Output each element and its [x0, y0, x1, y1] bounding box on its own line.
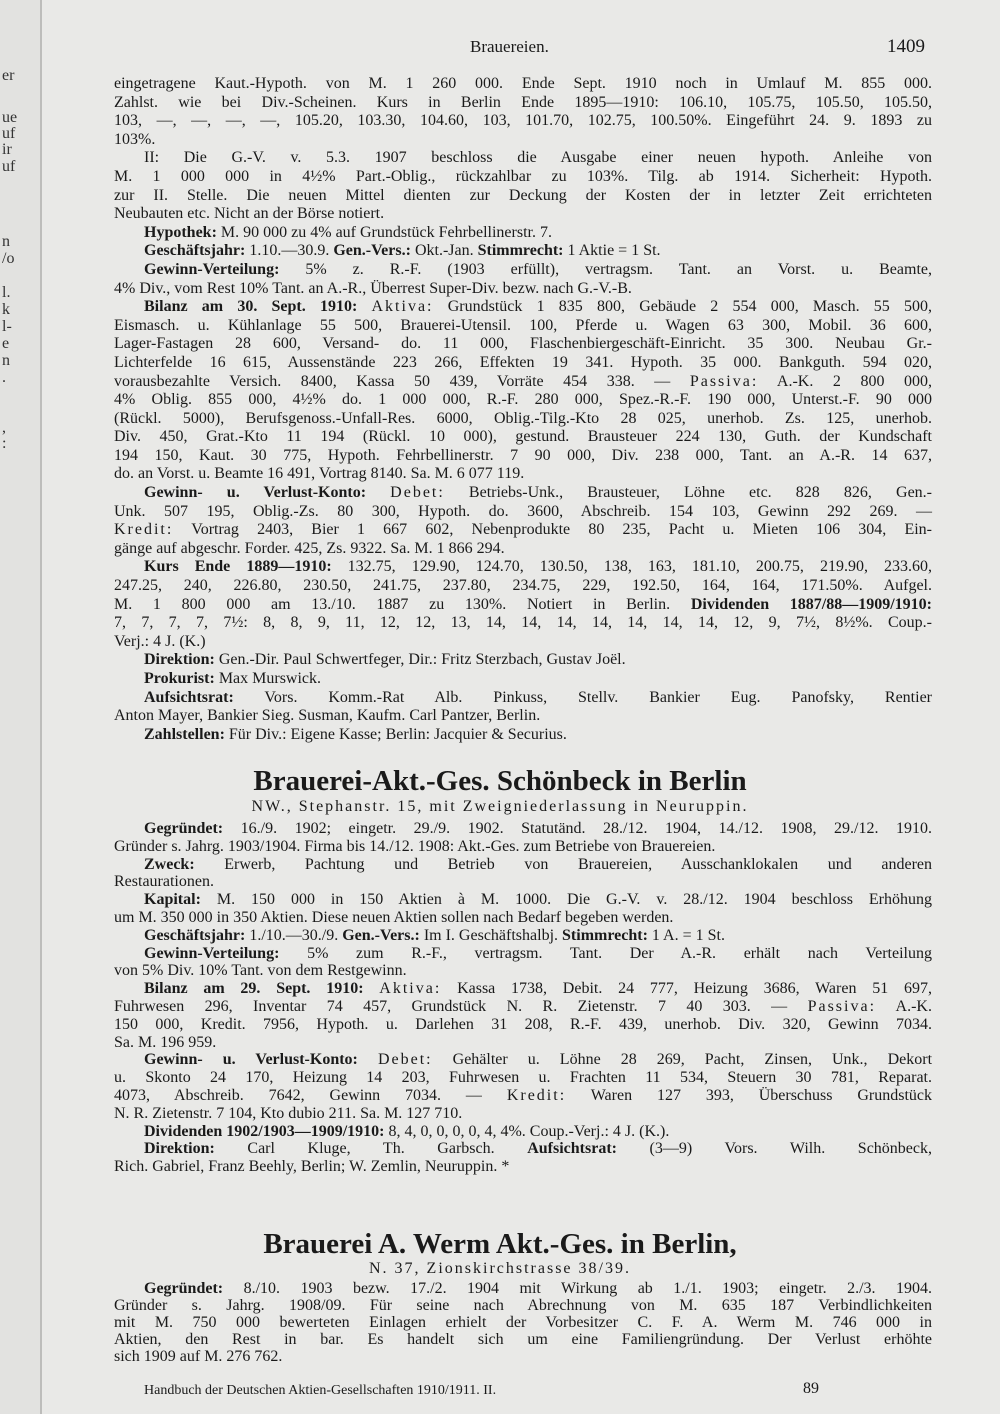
- field-label: Zahlstellen:: [144, 725, 225, 743]
- field-label: Direktion:: [144, 1140, 215, 1158]
- text-line: [114, 1314, 932, 1331]
- text-segment: M. 1 000 000 in 4½% Part.-Oblig., rückzahlbar zu 103%. Tilg. ab 1914. Sicherheit: Hypoth.: [114, 167, 932, 185]
- margin-fragment: l.: [2, 284, 11, 301]
- text-line: [114, 205, 932, 224]
- spaced-label: Debet:: [390, 484, 445, 502]
- field-label: Gewinn- u. Verlust-Konto:: [144, 484, 391, 502]
- field-label: Gewinn-Verteilung:: [144, 944, 280, 962]
- margin-fragment: .: [2, 369, 6, 386]
- spaced-label: Passiva:: [689, 372, 759, 390]
- paragraph-start-line: [114, 242, 932, 261]
- text-segment: Anton Mayer, Bankier Sieg. Susman, Kaufm. Carl Pantzer, Berlin.: [114, 707, 541, 725]
- paragraph-start-line: [114, 484, 932, 503]
- text-segment: (3—9) Vors. Wilh. Schönbeck,: [616, 1140, 932, 1158]
- running-head-title: Brauereien.: [470, 37, 549, 56]
- text-segment: A.-K.: [876, 997, 932, 1015]
- text-segment: 8, 4, 0, 0, 0, 0, 4, 4%. Coup.-Verj.: 4 J. (K.).: [384, 1122, 670, 1140]
- text-segment: Verj.: 4 J. (K.): [114, 632, 206, 650]
- paragraph-start-line: [114, 298, 932, 317]
- text-segment: 8./10. 1903 bezw. 17./2. 1904 mit Wirkung ab 1./1. 1903; eingetr. 2./3. 1904.: [223, 1280, 932, 1297]
- text-segment: Rich. Gabriel, Franz Beehly, Berlin; W. Zemlin, Neuruppin. *: [114, 1158, 510, 1176]
- field-label: Gen.-Vers.:: [333, 242, 411, 260]
- text-line: [114, 614, 932, 633]
- text-line: [114, 633, 932, 652]
- spaced-label: Debet:: [377, 1051, 433, 1069]
- text-line: [114, 1034, 932, 1052]
- text-line: [114, 998, 932, 1016]
- field-label: Aufsichtsrat:: [527, 1140, 617, 1158]
- text-segment: do. an Vorst. u. Beamte 16 491, Vortrag 8140. Sa. M. 6 077 119.: [114, 465, 525, 483]
- field-label: Dividenden 1902/1903—1909/1910:: [144, 1122, 385, 1140]
- paragraph-start-line: [114, 224, 932, 243]
- text-segment: mit M. 750 000 bewerteten Einlagen erhielt der Vorbesitzer C. F. A. Werm M. 746 000 in: [114, 1314, 932, 1331]
- text-segment: zur II. Stelle. Die neuen Mittel dienten zur Deckung der Kosten der in letzter Zeit errichteten: [114, 186, 932, 204]
- field-label: Kapital:: [144, 891, 201, 909]
- margin-fragment: k: [2, 301, 10, 318]
- text-line: [114, 187, 932, 206]
- field-label: Gewinn-Verteilung:: [144, 260, 280, 278]
- text-segment: eingetragene Kaut.-Hypoth. von M. 1 260 000. Ende Sept. 1910 noch in Umlauf M. 855 000.: [114, 75, 932, 92]
- paragraph-start-line: [114, 891, 932, 909]
- text-line: [114, 410, 932, 429]
- text-segment: 5% z. R.-F. (1903 erfüllt), vertragsm. Tant. an Vorst. u. Beamte,: [279, 260, 932, 278]
- field-label: Gewinn- u. Verlust-Konto:: [144, 1051, 378, 1069]
- paragraph-start-line: [114, 820, 932, 838]
- text-segment: 1./10.—30./9.: [245, 926, 343, 944]
- field-label: Dividenden 1887/88—1909/1910:: [690, 595, 933, 613]
- text-segment: Grundstück 1 835 800, Gebäude 2 554 000, Masch. 55 500,: [433, 298, 932, 316]
- text-segment: sich 1909 auf M. 276 762.: [114, 1348, 283, 1365]
- text-segment: Max Murswick.: [214, 670, 322, 687]
- text-segment: Kassa 1738, Debit. 24 777, Heizung 3686, Waren 51 697,: [441, 980, 932, 998]
- text-segment: Erwerb, Pachtung und Betrieb von Brauereien, Ausschanklokalen und anderen: [194, 855, 932, 873]
- text-segment: 1 Aktie = 1 St.: [563, 242, 661, 260]
- field-label: Stimmrecht:: [562, 926, 648, 944]
- text-segment: Gen.-Dir. Paul Schwertfeger, Dir.: Fritz Sterzbach, Gustav Joël.: [214, 651, 626, 669]
- text-segment: Unk. 507 195, Oblig.-Zs. 80 300, Hypoth. do. 3600, Abschreib. 154 103, Gewinn 292 269. —: [114, 502, 932, 520]
- text-segment: um M. 350 000 in 350 Aktien. Diese neuen Aktien sollen nach Bedarf begeben werden.: [114, 908, 674, 926]
- text-segment: 1.10.—30.9.: [245, 242, 334, 260]
- margin-fragment: l-: [2, 318, 12, 335]
- text-segment: u. Skonto 24 170, Heizung 14 203, Fuhrwesen u. Frachten 11 534, Steuern 30 781, Reparat.: [114, 1069, 932, 1087]
- section-schoenbeck: [114, 820, 932, 1176]
- text-line: [114, 280, 932, 299]
- field-label: Gegründet:: [144, 1280, 224, 1297]
- paragraph-start-line: [114, 149, 932, 168]
- text-segment: Neubauten etc. Nicht an der Börse notiert.: [114, 205, 385, 223]
- text-line: [114, 465, 932, 484]
- text-line: [114, 335, 932, 354]
- text-segment: 150 000, Kredit. 7956, Hypoth. u. Darlehen 31 208, R.-F. 439, unerhob. Div. 320, Gewinn 7034.: [114, 1015, 932, 1033]
- field-label: Bilanz am 29. Sept. 1910:: [144, 980, 380, 998]
- field-label: Zweck:: [144, 855, 195, 873]
- paragraph-start-line: [114, 726, 932, 745]
- text-line: [114, 540, 932, 559]
- margin-fragment: n: [2, 233, 10, 250]
- text-segment: Im I. Geschäftshalbj.: [419, 926, 563, 944]
- text-line: [114, 317, 932, 336]
- text-line: [114, 962, 932, 980]
- paragraph-start-line: [114, 856, 932, 874]
- text-segment: M. 150 000 in 150 Aktien à M. 1000. Die G.-V. v. 28./12. 1904 beschloss Erhöhung: [200, 891, 932, 909]
- text-segment: M. 1 800 000 am 13./10. 1887 zu 130%. Notiert in Berlin.: [114, 595, 691, 613]
- paragraph-start-line: [114, 927, 932, 945]
- margin-fragment: e: [2, 335, 10, 352]
- text-line: [114, 94, 932, 113]
- text-segment: II: Die G.-V. v. 5.3. 1907 beschloss die Ausgabe einer neuen hypoth. Anleihe von: [144, 149, 932, 167]
- paragraph-start-line: [114, 651, 932, 670]
- section-werm: [114, 1280, 932, 1365]
- text-line: [114, 168, 932, 187]
- text-segment: vorausbezahlte Versich. 8400, Kassa 50 439, Vorräte 454 338. —: [114, 372, 690, 390]
- paragraph-start-line: [114, 689, 932, 708]
- text-line: [114, 131, 932, 150]
- paragraph-start-line: [114, 1123, 932, 1141]
- text-segment: Zahlst. wie bei Div.-Scheinen. Kurs in Berlin Ende 1895—1910: 106.10, 105.75, 105.50, 105.50,: [114, 93, 932, 111]
- paragraph-start-line: [114, 261, 932, 280]
- text-segment: Okt.-Jan.: [410, 242, 478, 260]
- text-line: [114, 391, 932, 410]
- paragraph-start-line: [114, 980, 932, 998]
- field-label: Stimmrecht:: [477, 242, 564, 260]
- text-line: [114, 577, 932, 596]
- text-segment: 16./9. 1902; eingetr. 29./9. 1902. Statutänd. 28./12. 1904, 14./12. 1908, 29./12. 1910.: [223, 820, 932, 837]
- field-label: Gegründet:: [144, 820, 224, 837]
- margin-fragment: uf: [2, 125, 16, 142]
- text-segment: gänge auf abgeschr. Forder. 425, Zs. 9322. Sa. M. 1 866 294.: [114, 539, 505, 557]
- text-line: [114, 1016, 932, 1034]
- paragraph-start-line: [114, 945, 932, 963]
- company-heading-werm: Brauerei A. Werm Akt.-Ges. in Berlin,: [263, 1228, 737, 1260]
- text-segment: Fuhrwesen 296, Inventar 74 457, Grundstück N. R. Zietenstr. 7 40 303. —: [114, 997, 808, 1015]
- spaced-label: Passiva:: [807, 997, 877, 1015]
- field-label: Hypothek:: [144, 223, 217, 241]
- text-segment: 1 A. = 1 St.: [647, 926, 725, 944]
- paragraph-start-line: [114, 1140, 932, 1158]
- margin-fragment: ir: [2, 141, 12, 158]
- margin-fragment: uf: [2, 158, 16, 175]
- text-segment: Restaurationen.: [114, 873, 214, 891]
- text-segment: 4073, Abschreib. 7642, Gewinn 7034. —: [114, 1086, 507, 1104]
- field-label: Aufsichtsrat:: [144, 688, 234, 706]
- text-segment: Gehälter u. Löhne 28 269, Pacht, Zinsen, Unk., Dekort: [432, 1051, 933, 1069]
- field-label: Kurs Ende 1889—1910:: [144, 558, 332, 576]
- text-segment: M. 90 000 zu 4% auf Grundstück Fehrbellinerstr. 7.: [216, 223, 552, 241]
- spaced-label: Aktiva:: [379, 980, 442, 998]
- paragraph-start-line: [114, 1280, 932, 1297]
- text-line: [114, 909, 932, 927]
- text-segment: 7, 7, 7, 7, 7½: 8, 8, 9, 11, 12, 12, 13, 14, 14, 14, 14, 14, 14, 14, 12, 9, 7½, 8½%. Coup.-: [114, 614, 932, 632]
- footer-sheet-number: 89: [803, 1380, 819, 1397]
- page-number: 1409: [887, 36, 925, 57]
- field-label: Geschäftsjahr:: [144, 926, 246, 944]
- margin-fragment: er: [2, 67, 15, 84]
- text-segment: Sa. M. 196 959.: [114, 1033, 217, 1051]
- text-line: [114, 354, 932, 373]
- text-segment: 194 150, Kaut. 30 775, Hypoth. Fehrbellinerstr. 7 90 000, Div. 238 000, Tant. an A.-R. 14 637,: [114, 446, 932, 464]
- paragraph-start-line: [114, 1051, 932, 1069]
- text-segment: Vors. Komm.-Rat Alb. Pinkuss, Stellv. Bankier Eug. Panofsky, Rentier: [233, 688, 932, 706]
- text-segment: 103, —, —, —, —, 105.20, 103.30, 104.60, 103, 101.70, 102.75, 100.50%. Eingeführt 24. 9. 1893 zu: [114, 112, 932, 130]
- text-line: [114, 707, 932, 726]
- paragraph-start-line: [114, 558, 932, 577]
- field-label: Direktion:: [144, 651, 215, 669]
- text-line: [114, 1069, 932, 1087]
- spaced-label: Aktiva:: [371, 298, 434, 316]
- field-label: Bilanz am 30. Sept. 1910:: [144, 298, 372, 316]
- text-segment: Div. 450, Grat.-Kto 11 194 (Rückl. 10 000), gestund. Brausteuer 224 130, Guth. der Kundschaft: [114, 428, 932, 446]
- text-line: [114, 75, 932, 94]
- text-segment: von 5% Div. 10% Tant. von dem Restgewinn.: [114, 962, 407, 980]
- text-segment: Eismasch. u. Kühlanlage 55 500, Brauerei-Utensil. 100, Pferde u. Wagen 63 300, Mobil. 36 600,: [114, 316, 932, 334]
- text-segment: Lager-Fastagen 28 600, Versand- do. 11 000, Flaschenbiergeschäft-Einricht. 35 300. Neubau Gr.-: [114, 335, 932, 353]
- text-line: [114, 1087, 932, 1105]
- running-head: [0, 36, 1000, 58]
- text-line: [114, 1158, 932, 1176]
- text-segment: 103%.: [114, 130, 156, 148]
- text-line: [114, 447, 932, 466]
- text-line: [114, 1348, 932, 1365]
- section-previous-company-continuation: [114, 75, 932, 744]
- spaced-label: Kredit:: [114, 521, 174, 539]
- text-line: [114, 521, 932, 540]
- text-line: [114, 428, 932, 447]
- text-segment: Gründer s. Jahrg. 1908/09. Für seine nach Abrechnung von M. 635 187 Verbindlichkeiten: [114, 1297, 932, 1314]
- footer-source: Handbuch der Deutschen Aktien-Gesellschaften 1910/1911. II.: [144, 1383, 497, 1398]
- text-segment: Vortrag 2403, Bier 1 667 602, Nebenprodukte 80 235, Pacht u. Mieten 106 304, Ein-: [173, 521, 932, 539]
- text-segment: Carl Kluge, Th. Garbsch.: [214, 1140, 528, 1158]
- text-segment: (Rückl. 5000), Berufsgenoss.-Unfall-Res. 6000, Oblig.-Tilg.-Kto 28 025, unerhob. Zs. 125, unerhob.: [114, 409, 932, 427]
- text-segment: N. R. Zietenstr. 7 104, Kto dubio 211. Sa. M. 127 710.: [114, 1104, 463, 1122]
- text-segment: 4% Oblig. 855 000, 4½% do. 1 000 000, R.-F. 280 000, Spez.-R.-F. 190 000, Unterst.-F. 90 000: [114, 391, 932, 409]
- text-segment: 5% zum R.-F., vertragsm. Tant. Der A.-R. erhält nach Verteilung: [279, 944, 932, 962]
- text-segment: Für Div.: Eigene Kasse; Berlin: Jacquier & Securius.: [224, 725, 567, 743]
- text-segment: 4% Div., vom Rest 10% Tant. an A.-R., Überrest Super-Div. bezw. nach G.-V.-B.: [114, 279, 632, 297]
- text-line: [114, 1331, 932, 1348]
- margin-fragment: n: [2, 352, 10, 369]
- text-line: [114, 1297, 932, 1314]
- paragraph-start-line: [114, 670, 932, 689]
- field-label: Geschäftsjahr:: [144, 242, 246, 260]
- text-segment: A.-K. 2 800 000,: [758, 372, 932, 390]
- text-segment: Gründer s. Jahrg. 1903/1904. Firma bis 14./12. 1908: Akt.-Ges. zum Betriebe von Brauereien.: [114, 837, 716, 855]
- text-segment: Betriebs-Unk., Brausteuer, Löhne etc. 828 826, Gen.-: [444, 484, 933, 502]
- company-heading-schoenbeck: Brauerei-Akt.-Ges. Schönbeck in Berlin: [253, 765, 747, 797]
- field-label: Prokurist:: [144, 670, 215, 687]
- margin-fragment: :: [2, 435, 7, 452]
- text-segment: Lichterfelde 16 615, Aussenstände 223 266, Effekten 19 341. Hypoth. 35 000. Bankguth. 594 020,: [114, 353, 932, 371]
- previous-page-edge: [0, 0, 42, 1414]
- text-line: [114, 873, 932, 891]
- margin-fragment: ue: [2, 109, 18, 126]
- text-line: [114, 373, 932, 392]
- text-line: [114, 1105, 932, 1123]
- text-line: [114, 596, 932, 615]
- margin-fragment: ,: [2, 419, 6, 436]
- margin-fragment: /o: [2, 250, 15, 267]
- text-segment: 247.25, 240, 226.80, 230.50, 241.75, 237.80, 234.75, 229, 192.50, 164, 164, 171.50%. Aufgel.: [114, 577, 932, 595]
- company-address-werm: N. 37, Zionskirchstrasse 38/39.: [369, 1260, 631, 1277]
- text-line: [114, 838, 932, 856]
- text-segment: Waren 127 393, Überschuss Grundstück: [566, 1086, 933, 1104]
- field-label: Gen.-Vers.:: [342, 926, 420, 944]
- company-address-schoenbeck: NW., Stephanstr. 15, mit Zweigniederlassung in Neuruppin.: [251, 798, 749, 815]
- text-line: [114, 503, 932, 522]
- text-line: [114, 112, 932, 131]
- text-segment: 132.75, 129.90, 124.70, 130.50, 138, 163, 181.10, 200.75, 219.90, 233.60,: [331, 558, 932, 576]
- text-segment: Aktien, den Rest in bar. Es handelt sich um eine Familiengründung. Der Verlust erhöhte: [114, 1331, 932, 1348]
- spaced-label: Kredit:: [506, 1086, 567, 1104]
